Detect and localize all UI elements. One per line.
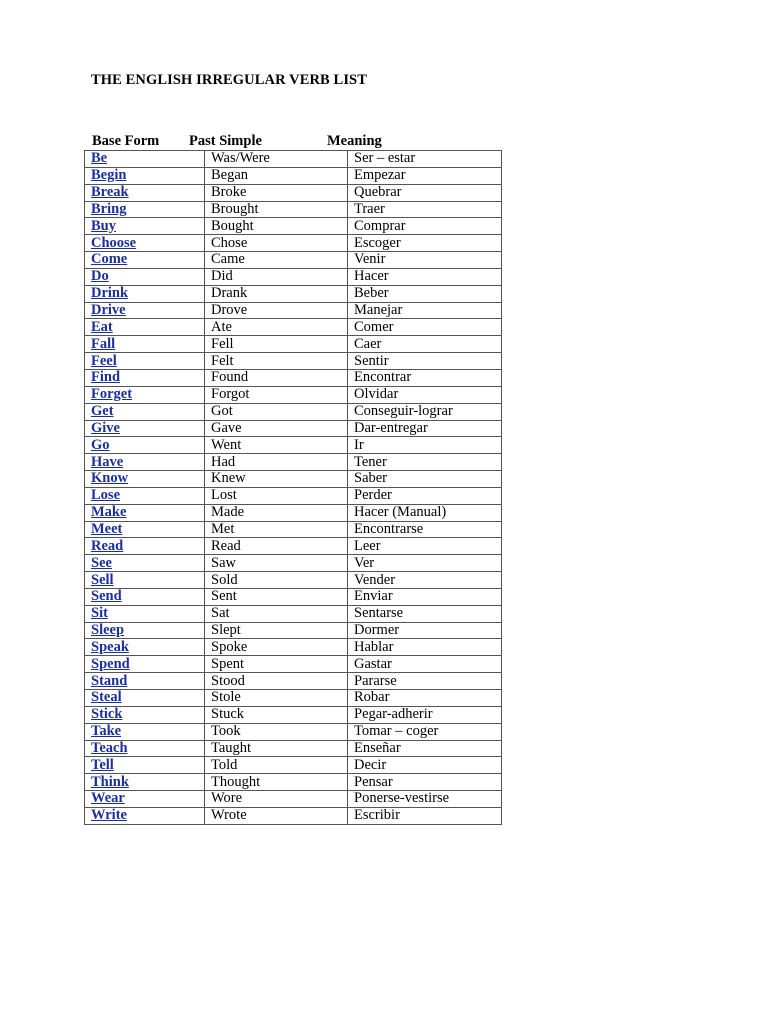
- past-simple-cell: Found: [205, 369, 348, 386]
- table-row: [85, 403, 502, 420]
- verb-link[interactable]: Give: [91, 420, 120, 436]
- past-simple-cell: Thought: [205, 774, 348, 791]
- table-row: [85, 555, 502, 572]
- verb-link[interactable]: Buy: [91, 217, 116, 234]
- table-row: [85, 201, 502, 218]
- verb-link[interactable]: Choose: [91, 234, 137, 251]
- base-form-cell: [85, 151, 205, 168]
- past-simple-cell: Felt: [205, 353, 348, 370]
- past-simple-cell: Did: [205, 268, 348, 285]
- meaning-cell: Ser – estar: [348, 151, 502, 168]
- table-row: [85, 588, 502, 605]
- verb-link[interactable]: Think: [91, 773, 129, 790]
- verb-link[interactable]: Come: [91, 251, 128, 268]
- past-simple-cell: Told: [205, 757, 348, 774]
- meaning-cell: Olvidar: [348, 386, 502, 403]
- table-row: [85, 471, 502, 488]
- meaning-cell: Saber: [348, 471, 502, 488]
- base-form-cell: [85, 757, 205, 774]
- past-simple-cell: Gave: [205, 420, 348, 437]
- base-form-cell: [85, 706, 205, 723]
- meaning-cell: Venir: [348, 252, 502, 269]
- table-row: [85, 184, 502, 201]
- table-row: [85, 353, 502, 370]
- meaning-cell: Dormer: [348, 622, 502, 639]
- meaning-cell: Leer: [348, 538, 502, 555]
- table-row: [85, 235, 502, 252]
- table-row: [85, 538, 502, 555]
- base-form-cell: [85, 369, 205, 386]
- past-simple-cell: Went: [205, 437, 348, 454]
- past-simple-cell: Stole: [205, 690, 348, 707]
- verb-link[interactable]: Meet: [91, 521, 123, 537]
- base-form-cell: [85, 336, 205, 353]
- past-simple-cell: Was/Were: [205, 151, 348, 168]
- verb-link[interactable]: Drink: [91, 285, 129, 302]
- verb-link[interactable]: Make: [91, 504, 127, 521]
- verb-link[interactable]: Feel: [91, 352, 117, 369]
- past-simple-cell: Wrote: [205, 807, 348, 824]
- meaning-cell: Ponerse-vestirse: [348, 791, 502, 808]
- past-simple-cell: Wore: [205, 791, 348, 808]
- base-form-cell: [85, 201, 205, 218]
- base-form-cell: [85, 723, 205, 740]
- verb-link[interactable]: Sit: [91, 605, 108, 622]
- table-row: [85, 285, 502, 302]
- table-row: [85, 723, 502, 740]
- verb-link[interactable]: Know: [91, 470, 129, 487]
- verb-link[interactable]: Find: [91, 369, 121, 386]
- meaning-cell: Empezar: [348, 167, 502, 184]
- table-row: [85, 252, 502, 269]
- meaning-cell: Encontrar: [348, 369, 502, 386]
- base-form-cell: [85, 605, 205, 622]
- table-row: [85, 151, 502, 168]
- verb-link[interactable]: Stick: [91, 706, 123, 723]
- base-form-cell: [85, 184, 205, 201]
- verb-link[interactable]: Lose: [91, 487, 120, 504]
- table-row: [85, 673, 502, 690]
- verb-link[interactable]: Have: [91, 453, 124, 470]
- meaning-cell: Enseñar: [348, 740, 502, 757]
- header-base-form: Base Form: [92, 133, 160, 149]
- base-form-cell: [85, 454, 205, 471]
- past-simple-cell: Stuck: [205, 706, 348, 723]
- past-simple-cell: Spent: [205, 656, 348, 673]
- table-row: [85, 167, 502, 184]
- past-simple-cell: Sold: [205, 572, 348, 589]
- table-row: [85, 521, 502, 538]
- verb-link[interactable]: Bring: [91, 201, 127, 217]
- meaning-cell: Vender: [348, 572, 502, 589]
- base-form-cell: [85, 791, 205, 808]
- past-simple-cell: Came: [205, 252, 348, 269]
- verb-link[interactable]: Begin: [91, 167, 127, 184]
- verb-link[interactable]: Stand: [91, 672, 128, 689]
- verb-link[interactable]: Sleep: [91, 622, 125, 639]
- verb-link[interactable]: Send: [91, 588, 122, 605]
- page-title: THE ENGLISH IRREGULAR VERB LIST: [91, 72, 367, 88]
- table-row: [85, 572, 502, 589]
- meaning-cell: Pararse: [348, 673, 502, 690]
- table-row: [85, 437, 502, 454]
- past-simple-cell: Broke: [205, 184, 348, 201]
- base-form-cell: [85, 740, 205, 757]
- verb-link[interactable]: Tell: [91, 756, 114, 773]
- past-simple-cell: Stood: [205, 673, 348, 690]
- meaning-cell: Traer: [348, 201, 502, 218]
- past-simple-cell: Forgot: [205, 386, 348, 403]
- verb-table: [84, 150, 502, 825]
- meaning-cell: Ir: [348, 437, 502, 454]
- past-simple-cell: Began: [205, 167, 348, 184]
- header-past-simple: Past Simple: [189, 133, 262, 149]
- table-row: [85, 690, 502, 707]
- past-simple-cell: Lost: [205, 487, 348, 504]
- verb-link[interactable]: Get: [91, 403, 114, 420]
- past-simple-cell: Took: [205, 723, 348, 740]
- table-row: [85, 420, 502, 437]
- meaning-cell: Tener: [348, 454, 502, 471]
- verb-link[interactable]: Forget: [91, 386, 133, 403]
- table-row: [85, 218, 502, 235]
- base-form-cell: [85, 538, 205, 555]
- table-row: [85, 268, 502, 285]
- meaning-cell: Robar: [348, 690, 502, 707]
- column-headers: [92, 133, 512, 151]
- meaning-cell: Dar-entregar: [348, 420, 502, 437]
- meaning-cell: Pegar-adherir: [348, 706, 502, 723]
- table-row: [85, 319, 502, 336]
- verb-link[interactable]: Be: [91, 150, 108, 167]
- meaning-cell: Ver: [348, 555, 502, 572]
- meaning-cell: Tomar – coger: [348, 723, 502, 740]
- base-form-cell: [85, 807, 205, 824]
- base-form-cell: [85, 555, 205, 572]
- table-row: [85, 369, 502, 386]
- base-form-cell: [85, 487, 205, 504]
- header-meaning: Meaning: [327, 133, 382, 149]
- base-form-cell: [85, 386, 205, 403]
- base-form-cell: [85, 622, 205, 639]
- table-row: [85, 386, 502, 403]
- base-form-cell: [85, 639, 205, 656]
- verb-table-body: [85, 151, 502, 825]
- meaning-cell: Hacer (Manual): [348, 504, 502, 521]
- past-simple-cell: Made: [205, 504, 348, 521]
- meaning-cell: Sentir: [348, 353, 502, 370]
- meaning-cell: Conseguir-lograr: [348, 403, 502, 420]
- base-form-cell: [85, 521, 205, 538]
- past-simple-cell: Fell: [205, 336, 348, 353]
- past-simple-cell: Knew: [205, 471, 348, 488]
- meaning-cell: Perder: [348, 487, 502, 504]
- table-row: [85, 504, 502, 521]
- past-simple-cell: Chose: [205, 235, 348, 252]
- meaning-cell: Decir: [348, 757, 502, 774]
- table-row: [85, 639, 502, 656]
- meaning-cell: Pensar: [348, 774, 502, 791]
- verb-link[interactable]: Read: [91, 537, 124, 554]
- table-row: [85, 605, 502, 622]
- table-row: [85, 740, 502, 757]
- base-form-cell: [85, 588, 205, 605]
- meaning-cell: Sentarse: [348, 605, 502, 622]
- verb-link[interactable]: Spend: [91, 655, 130, 672]
- base-form-cell: [85, 353, 205, 370]
- base-form-cell: [85, 437, 205, 454]
- table-row: [85, 807, 502, 824]
- base-form-cell: [85, 167, 205, 184]
- past-simple-cell: Ate: [205, 319, 348, 336]
- meaning-cell: Escoger: [348, 235, 502, 252]
- past-simple-cell: Bought: [205, 218, 348, 235]
- past-simple-cell: Sent: [205, 588, 348, 605]
- base-form-cell: [85, 252, 205, 269]
- verb-link[interactable]: Go: [91, 436, 110, 453]
- base-form-cell: [85, 656, 205, 673]
- base-form-cell: [85, 504, 205, 521]
- meaning-cell: Enviar: [348, 588, 502, 605]
- table-row: [85, 757, 502, 774]
- meaning-cell: Manejar: [348, 302, 502, 319]
- past-simple-cell: Taught: [205, 740, 348, 757]
- past-simple-cell: Read: [205, 538, 348, 555]
- table-row: [85, 791, 502, 808]
- base-form-cell: [85, 403, 205, 420]
- verb-link[interactable]: See: [91, 554, 112, 571]
- table-row: [85, 302, 502, 319]
- base-form-cell: [85, 774, 205, 791]
- meaning-cell: Comer: [348, 319, 502, 336]
- verb-link[interactable]: Do: [91, 268, 109, 285]
- table-row: [85, 454, 502, 471]
- past-simple-cell: Drank: [205, 285, 348, 302]
- verb-link[interactable]: Write: [91, 807, 127, 824]
- table-row: [85, 706, 502, 723]
- base-form-cell: [85, 285, 205, 302]
- base-form-cell: [85, 572, 205, 589]
- base-form-cell: [85, 690, 205, 707]
- verb-link[interactable]: Teach: [91, 740, 128, 756]
- table-row: [85, 622, 502, 639]
- meaning-cell: Caer: [348, 336, 502, 353]
- past-simple-cell: Got: [205, 403, 348, 420]
- verb-link[interactable]: Speak: [91, 638, 129, 655]
- table-row: [85, 487, 502, 504]
- table-row: [85, 336, 502, 353]
- verb-link[interactable]: Sell: [91, 571, 114, 588]
- verb-link[interactable]: Take: [91, 723, 122, 740]
- past-simple-cell: Spoke: [205, 639, 348, 656]
- meaning-cell: Quebrar: [348, 184, 502, 201]
- base-form-cell: [85, 268, 205, 285]
- base-form-cell: [85, 420, 205, 437]
- past-simple-cell: Drove: [205, 302, 348, 319]
- base-form-cell: [85, 302, 205, 319]
- meaning-cell: Beber: [348, 285, 502, 302]
- verb-link[interactable]: Fall: [91, 335, 116, 352]
- verb-link[interactable]: Eat: [91, 318, 113, 335]
- verb-link[interactable]: Steal: [91, 689, 122, 706]
- meaning-cell: Gastar: [348, 656, 502, 673]
- verb-link[interactable]: Drive: [91, 302, 126, 319]
- meaning-cell: Comprar: [348, 218, 502, 235]
- verb-link[interactable]: Wear: [91, 790, 125, 807]
- base-form-cell: [85, 319, 205, 336]
- meaning-cell: Hablar: [348, 639, 502, 656]
- meaning-cell: Hacer: [348, 268, 502, 285]
- base-form-cell: [85, 235, 205, 252]
- table-row: [85, 656, 502, 673]
- past-simple-cell: Slept: [205, 622, 348, 639]
- table-row: [85, 774, 502, 791]
- base-form-cell: [85, 218, 205, 235]
- meaning-cell: Encontrarse: [348, 521, 502, 538]
- verb-link[interactable]: Break: [91, 184, 129, 201]
- past-simple-cell: Brought: [205, 201, 348, 218]
- past-simple-cell: Had: [205, 454, 348, 471]
- past-simple-cell: Sat: [205, 605, 348, 622]
- past-simple-cell: Met: [205, 521, 348, 538]
- base-form-cell: [85, 673, 205, 690]
- past-simple-cell: Saw: [205, 555, 348, 572]
- meaning-cell: Escribir: [348, 807, 502, 824]
- base-form-cell: [85, 471, 205, 488]
